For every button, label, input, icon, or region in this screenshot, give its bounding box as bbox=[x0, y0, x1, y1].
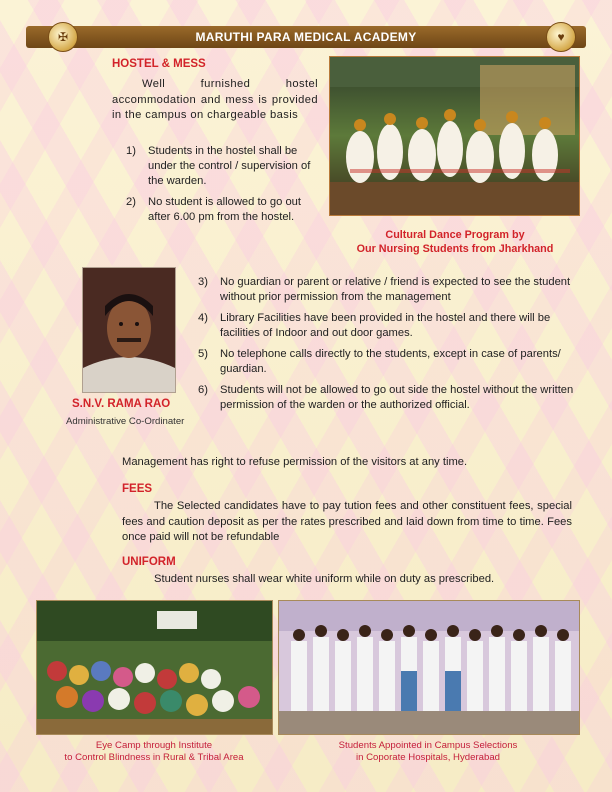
person-role: Administrative Co-Ordinater bbox=[66, 416, 185, 427]
dance-photo-caption: Cultural Dance Program by Our Nursing Students from Jharkhand bbox=[356, 229, 554, 255]
hostel-rule-item bbox=[126, 144, 324, 189]
hostel-rules-list bbox=[126, 144, 324, 231]
rule-text: No guardian or parent or relative / friend is expected to see the student without prior permission from the management bbox=[220, 276, 571, 303]
rule-text: Students will not be allowed to go out side the hostel without the written permission of the warden or the authorized official. bbox=[220, 384, 574, 411]
rule-number: 5) bbox=[198, 348, 208, 360]
emblem-icon: ✠ bbox=[48, 22, 78, 52]
rule-text: No telephone calls directly to the students, except in case of parents/ guardian. bbox=[220, 348, 561, 375]
eye-camp-photo bbox=[36, 600, 273, 735]
eye-camp-caption: Eye Camp through Institute to Control Blindness in Rural & Tribal Area bbox=[64, 740, 244, 763]
hostel-intro: Well furnished hostel accommodation and mess is provided in the campus on chargeable basis bbox=[112, 78, 318, 121]
rule-number: 1) bbox=[126, 145, 136, 157]
uniform-text: Student nurses shall wear white uniform while on duty as prescribed. bbox=[154, 573, 495, 585]
hostel-rule-item bbox=[126, 195, 324, 225]
hostel-rule-item bbox=[198, 383, 576, 413]
person-name: S.N.V. RAMA RAO bbox=[72, 398, 171, 410]
hostel-rule-item bbox=[198, 275, 576, 305]
hostel-rule-item bbox=[198, 347, 576, 377]
header-bar bbox=[26, 26, 586, 48]
emblem-icon: ♥ bbox=[546, 22, 576, 52]
portrait-photo bbox=[82, 267, 176, 393]
dance-photo bbox=[329, 56, 580, 216]
rule-text: Students in the hostel shall be under the control / supervision of the warden. bbox=[148, 145, 311, 187]
rule-number: 3) bbox=[198, 276, 208, 288]
rule-text: No student is allowed to go out after 6.00 pm from the hostel. bbox=[148, 196, 301, 223]
fees-heading: FEES bbox=[122, 483, 153, 495]
rule-number: 4) bbox=[198, 312, 208, 324]
management-note: Management has right to refuse permission of the visitors at any time. bbox=[122, 456, 468, 468]
campus-selection-caption: Students Appointed in Campus Selections in Coporate Hospitals, Hyderabad bbox=[338, 740, 518, 763]
rule-text: Library Facilities have been provided in the hostel and there will be facilities of Indoor and out door games. bbox=[220, 312, 551, 339]
hostel-heading: HOSTEL & MESS bbox=[112, 58, 206, 70]
rule-number: 2) bbox=[126, 196, 136, 208]
rule-number: 6) bbox=[198, 384, 208, 396]
hostel-rule-item bbox=[198, 311, 576, 341]
hostel-rules-list-continued bbox=[198, 275, 576, 419]
campus-selection-photo bbox=[278, 600, 580, 735]
fees-text: The Selected candidates have to pay tution fees and other constituent fees, special fees and caution deposit as per the rates prescribed and laid down from time to time. Fees once paid will not be refundable bbox=[122, 500, 572, 543]
uniform-heading: UNIFORM bbox=[122, 556, 176, 568]
academy-title: MARUTHI PARA MEDICAL ACADEMY bbox=[195, 30, 417, 44]
